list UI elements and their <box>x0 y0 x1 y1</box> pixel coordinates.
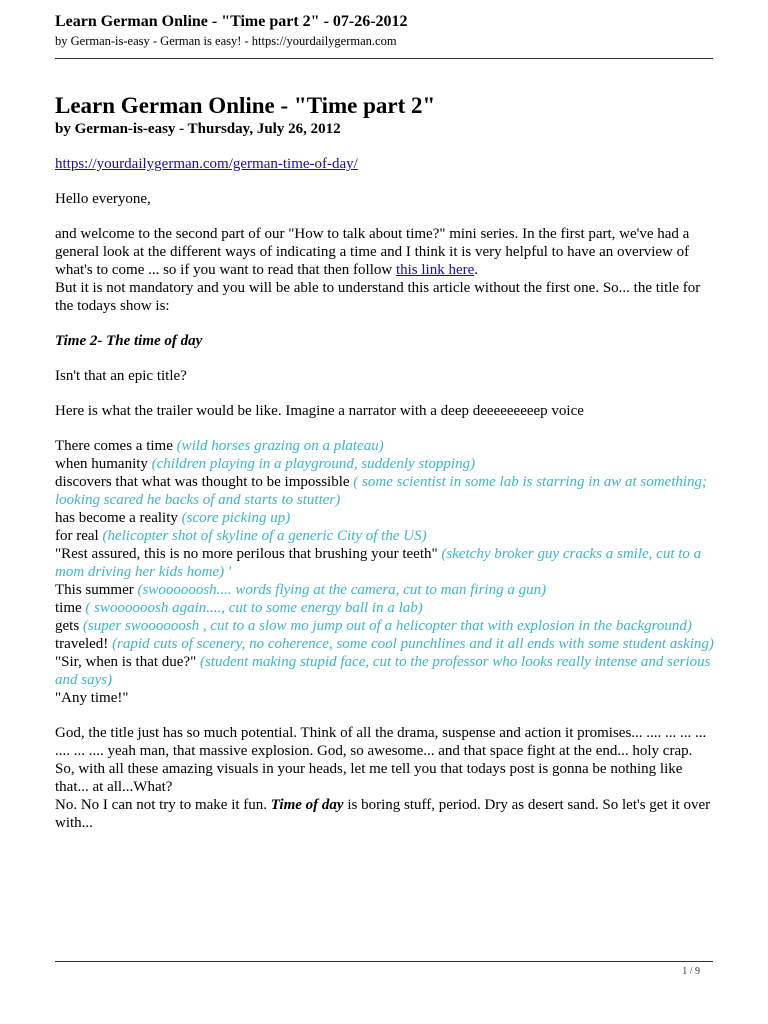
narration-text: There comes a time <box>55 438 177 454</box>
trailer-line <box>55 617 715 635</box>
source-url-link[interactable]: https://yourdailygerman.com/german-time-of-day/ <box>55 156 358 172</box>
stage-direction: (rapid cuts of scenery, no coherence, some cool punchlines and it all ends with some student asking) <box>112 636 714 652</box>
article-body <box>55 92 715 832</box>
page-number: 1 / 9 <box>682 966 700 977</box>
intro-period: . <box>474 262 479 278</box>
stage-direction: (helicopter shot of skyline of a generic City of the US) <box>102 528 427 544</box>
narration-text: for real <box>55 528 103 544</box>
stage-direction: (score picking up) <box>181 510 291 526</box>
closing-text: No. No I can not try to make it fun. <box>55 797 271 813</box>
trailer-line <box>55 473 715 509</box>
intro-paragraph <box>55 225 715 279</box>
header-divider <box>55 58 713 59</box>
stage-direction: (swoooooosh.... words flying at the camera, cut to man firing a gun) <box>137 582 547 598</box>
stage-direction: (sketchy broker guy cracks a smile, cut to a mom driving her kids home) ' <box>55 546 702 580</box>
source-url-paragraph <box>55 155 715 173</box>
intro-text: and welcome to the second part of our "How to talk about time?" mini series. In the first part, we've had a general look at the different ways of indicating a time and I think it is very helpful to have an overview of what's to come ... so if you want to read that then follow <box>55 226 690 278</box>
trailer-line <box>55 653 715 689</box>
trailer-line <box>55 599 715 617</box>
stage-direction: (wild horses grazing on a plateau) <box>176 438 384 454</box>
header-title: Learn German Online - "Time part 2" - 07-26-2012 <box>55 13 408 30</box>
document-header <box>55 12 715 49</box>
narration-text: This summer <box>55 582 138 598</box>
first-part-link[interactable]: this link here <box>395 262 475 278</box>
trailer-line <box>55 545 715 581</box>
greeting: Hello everyone, <box>55 191 151 207</box>
epic-question: Isn't that an epic title? <box>55 368 187 384</box>
time-of-day-emphasis: Time of day <box>270 797 344 813</box>
stage-direction: ( some scientist in some lab is starring in aw at something; looking scared he backs of and starts to stutter) <box>55 474 708 508</box>
closing-paragraph-1: God, the title just has so much potential. Think of all the drama, suspense and action it promises... .... ... ... ... .... ... .... yeah man, that massive explosion. God, so awesome... and that space fight at the end... holy crap. <box>55 725 707 759</box>
trailer-line <box>55 689 715 707</box>
narration-text: gets <box>55 618 83 634</box>
narration-text: "Sir, when is that due?" <box>55 654 200 670</box>
trailer-line <box>55 455 715 473</box>
narration-text: "Any time!" <box>55 690 129 706</box>
section-title: Time 2- The time of day <box>55 333 203 349</box>
stage-direction: (student making stupid face, cut to the professor who looks really intense and serious and says) <box>55 654 711 688</box>
narration-text: when humanity <box>55 456 152 472</box>
trailer-line <box>55 437 715 455</box>
byline: by German-is-easy - Thursday, July 26, 2012 <box>55 121 341 137</box>
trailer-line <box>55 527 715 545</box>
narration-text: time <box>55 600 86 616</box>
footer-divider <box>55 961 713 962</box>
intro-paragraph-2: But it is not mandatory and you will be able to understand this article without the first one. So... the title for the todays show is: <box>55 280 701 314</box>
trailer-line <box>55 509 715 527</box>
narration-text: traveled! <box>55 636 113 652</box>
trailer-script <box>55 437 715 707</box>
header-subtitle: by German-is-easy - German is easy! - https://yourdailygerman.com <box>55 34 397 48</box>
stage-direction: (children playing in a playground, suddenly stopping) <box>151 456 476 472</box>
narration-text: "Rest assured, this is no more perilous that brushing your teeth" <box>55 546 442 562</box>
narration-text: discovers that what was thought to be impossible <box>55 474 354 490</box>
trailer-line <box>55 581 715 599</box>
narration-text: has become a reality <box>55 510 182 526</box>
stage-direction: (super swoooooosh , cut to a slow mo jump out of a helicopter that with explosion in the background) <box>82 618 692 634</box>
closing-paragraph-3 <box>55 796 715 832</box>
closing-paragraph-2: So, with all these amazing visuals in your heads, let me tell you that todays post is gonna be nothing like that... at all...What? <box>55 761 683 795</box>
page-title: Learn German Online - "Time part 2" <box>55 93 436 118</box>
trailer-line <box>55 635 715 653</box>
stage-direction: ( swoooooosh again...., cut to some energy ball in a lab) <box>85 600 423 616</box>
closing-text-end: is boring stuff, period. Dry as desert sand. So let's get it over with... <box>55 797 711 831</box>
trailer-intro: Here is what the trailer would be like. Imagine a narrator with a deep deeeeeeeeep voice <box>55 403 584 419</box>
